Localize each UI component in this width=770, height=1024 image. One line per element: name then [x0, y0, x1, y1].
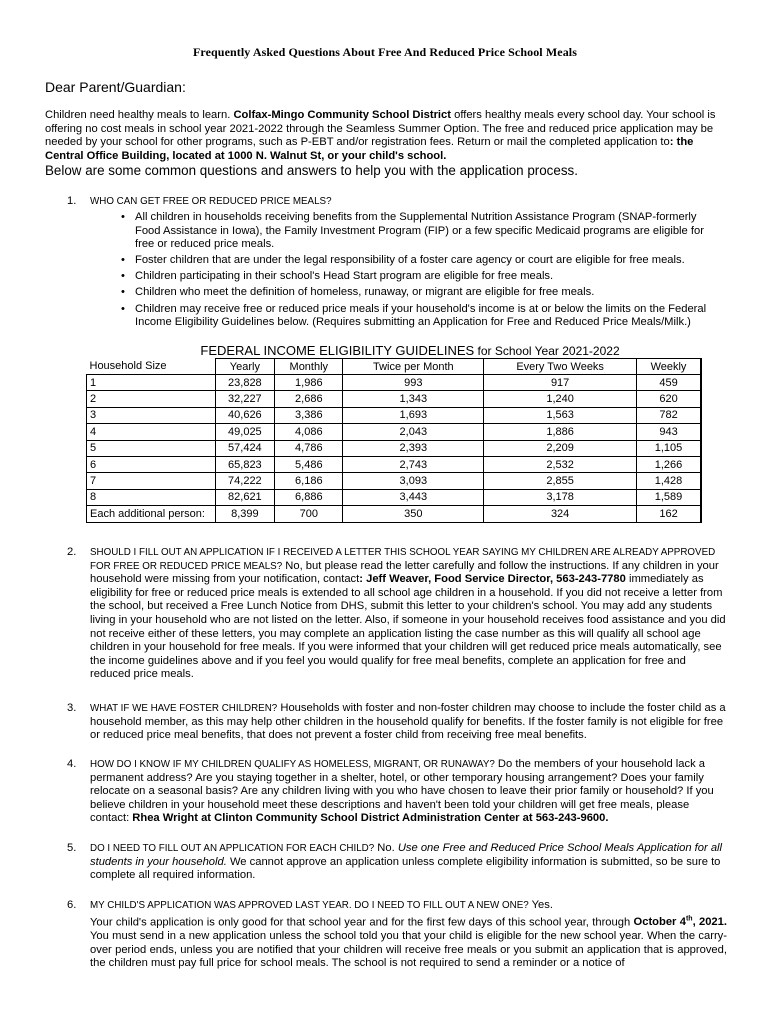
table-cell: 1,240: [484, 391, 637, 407]
table-cell: 2,532: [484, 456, 637, 472]
table-cell: 782: [637, 407, 701, 423]
income-eligibility-table: [86, 358, 702, 523]
column-header: Monthly: [275, 359, 343, 375]
column-header: Weekly: [637, 359, 701, 375]
table-cell: 1,986: [275, 375, 343, 391]
table-cell: 1,589: [637, 489, 701, 505]
question-number: 4.: [67, 758, 77, 770]
table-cell: 2,209: [484, 440, 637, 456]
table-cell: 32,227: [215, 391, 275, 407]
question-text: DO I NEED TO FILL OUT AN APPLICATION FOR EACH CHILD?: [90, 843, 375, 854]
table-cell: 1,343: [343, 391, 484, 407]
district-name: Colfax-Mingo Community School District: [233, 109, 451, 121]
question-text: WHO CAN GET FREE OR REDUCED PRICE MEALS?: [90, 196, 332, 207]
table-cell: 57,424: [215, 440, 275, 456]
column-header: Yearly: [215, 359, 275, 375]
table-row: [87, 473, 702, 489]
table-cell: 7: [87, 473, 216, 489]
table-cell: 2: [87, 391, 216, 407]
table-cell: 324: [484, 506, 637, 522]
list-item: • All children in households receiving benefits from the Supplemental Nutrition Assistance Program (SNAP-formerly Food Assistance in Iowa), the Family Investment Program (FIP) or a few specific Medicaid programs are eligible for free or reduced price meals.: [121, 211, 704, 251]
list-item: • Foster children that are under the legal responsibility of a foster care agency or court are eligible for free meals.: [121, 254, 685, 267]
table-cell: 943: [637, 424, 701, 440]
bullet-icon: •: [121, 270, 125, 283]
bullet-icon: •: [121, 302, 125, 315]
bullet-icon: •: [121, 254, 125, 267]
contact-name: Rhea Wright at Clinton Community School District Administration Center at 563-243-9600.: [132, 812, 609, 825]
bullet-icon: •: [121, 211, 125, 223]
table-cell: Each additional person:: [87, 506, 216, 522]
table-cell: 1,886: [484, 424, 637, 440]
table-cell: 2,043: [343, 424, 484, 440]
table-header-row: [87, 359, 702, 375]
table-cell: 8: [87, 489, 216, 505]
table-cell: 82,621: [215, 489, 275, 505]
table-cell: 49,025: [215, 424, 275, 440]
table-cell: 2,743: [343, 456, 484, 472]
table-cell: 6,186: [275, 473, 343, 489]
table-cell: 350: [343, 506, 484, 522]
table-cell: 620: [637, 391, 701, 407]
document-title: Frequently Asked Questions About Free And Reduced Price School Meals: [192, 45, 578, 59]
question-number: 6.: [67, 899, 77, 911]
question-number: 2.: [67, 546, 77, 558]
table-cell: 1: [87, 375, 216, 391]
table-cell: 3,443: [343, 489, 484, 505]
income-table-title: FEDERAL INCOME ELIGIBILITY GUIDELINES for School Year 2021-2022: [200, 343, 620, 358]
deadline-date: October 4th, 2021.: [633, 915, 727, 929]
table-row: [87, 391, 702, 407]
table-cell: 917: [484, 375, 637, 391]
bullet-icon: •: [121, 286, 125, 299]
question-number: 1.: [67, 195, 77, 207]
table-cell: 3,093: [343, 473, 484, 489]
table-cell: 6: [87, 456, 216, 472]
table-row: [87, 424, 702, 440]
table-cell: 5: [87, 440, 216, 456]
faq-question-5: 5. DO I NEED TO FILL OUT AN APPLICATION FOR EACH CHILD? No. Use one Free and Reduced Price School Meals Application for all students in your household. We cannot approve an application unless complete eligibility information is submitted, so be sure to complete all required information.: [67, 842, 723, 882]
table-row: [87, 440, 702, 456]
table-cell: 3,386: [275, 407, 343, 423]
question-text: MY CHILD'S APPLICATION WAS APPROVED LAST YEAR. DO I NEED TO FILL OUT A NEW ONE?: [90, 900, 529, 911]
eligibility-bullet-list: [45, 211, 725, 332]
question-text: WHAT IF WE HAVE FOSTER CHILDREN?: [90, 703, 278, 714]
table-cell: 3: [87, 407, 216, 423]
faq-question-3: 3. WHAT IF WE HAVE FOSTER CHILDREN? Households with foster and non-foster children may choose to include the foster child as a household member, as this may help other children in the household qualify for benefits. If the foster family is not eligible for free or reduced price meal benefits, that does not prevent a foster child from receiving free meal benefits.: [67, 702, 726, 742]
faq-question-4: 4. HOW DO I KNOW IF MY CHILDREN QUALIFY AS HOMELESS, MIGRANT, OR RUNAWAY? Do the members of your household lack a permanent address? Are you staying together in a shelter, hotel, or other temporary housing arrangement? Does your family relocate on a seasonal basis? Are any children living with you who have chosen to leave their prior family or household? If you believe children in your household meet these descriptions and haven't been told your children will get free meals, please contact: Rhea Wright at Clinton Community School District Administration Center at 563-243-9600.: [67, 758, 714, 825]
faq-question-2: 2. SHOULD I FILL OUT AN APPLICATION IF I RECEIVED A LETTER THIS SCHOOL YEAR SAYING MY CHILDREN ARE ALREADY APPROVED FOR FREE OR REDUCED PRICE MEALS? No, but please read the letter carefully and follow the instructions. If any children in your household were missing from your notification, contact: Jeff Weaver, Food Service Director, 563-243-7780 immediately as eligibility for free or reduced price meals is extended to all school age children in a household. If you did not receive a letter from the school, but received a Free Lunch Notice from DHS, submit this letter to your children's school. You may add any students living in your household who are not listed on the letter. Also, if someone in your household receives food assistance and you did not receive either of these letters, you may complete an application listing the case number as this will qualify all school age children in your household for free meals. If you were informed that your children will get reduced price meals automatically, see the income guidelines above and if you feel you would qualify for free meal benefits, complete an application for free and reduced price meals.: [67, 546, 726, 681]
list-item: • Children who meet the definition of homeless, runaway, or migrant are eligible for free meals.: [121, 286, 595, 299]
table-cell: 1,428: [637, 473, 701, 489]
list-item: • Children participating in their school's Head Start program are eligible for free meals.: [121, 270, 554, 283]
table-cell: 3,178: [484, 489, 637, 505]
table-row: [87, 506, 702, 522]
table-cell: 993: [343, 375, 484, 391]
italic-instruction: Use one Free and Reduced Price School Meals Application for all students in your household.: [90, 842, 723, 868]
faq-question-6: 6. MY CHILD'S APPLICATION WAS APPROVED LAST YEAR. DO I NEED TO FILL OUT A NEW ONE? Yes. Your child's application is only good for that school year and for the first few days of this school year, through October 4th, 2021. You must send in a new application unless the school told you that your child is eligible for the new school year. When the carry-over period ends, unless you are notified that your children will receive free meals or you submit an application that is approved, the children must pay full price for school meals. The school is not required to send a reminder or a notice of: [67, 899, 727, 970]
intro-paragraph: Children need healthy meals to learn. Colfax-Mingo Community School District offers healthy meals every school day. Your school is offering no cost meals in school year 2021-2022 through the Seamless Summer Option. The free and reduced price application may be needed by your school for other programs, such as P-EBT and/or registration fees. Return or mail the completed application to: the Central Office Building, located at 1000 N. Walnut St, or your child's school.: [45, 109, 716, 162]
table-cell: 2,855: [484, 473, 637, 489]
table-row: [87, 456, 702, 472]
table-row: [87, 489, 702, 505]
return-address: : the Central Office Building, located at 1000 N. Walnut St, or your child's school.: [45, 136, 694, 162]
question-number: 3.: [67, 702, 77, 714]
table-cell: 65,823: [215, 456, 275, 472]
table-cell: 162: [637, 506, 701, 522]
table-cell: 459: [637, 375, 701, 391]
faq-question-1: [45, 195, 727, 209]
table-cell: 4,786: [275, 440, 343, 456]
list-item: • Children may receive free or reduced price meals if your household's income is at or below the limits on the Federal Income Eligibility Guidelines below. (Requires submitting an Application for Free and Reduced Price Meals/Milk.): [121, 302, 707, 329]
table-cell: 4,086: [275, 424, 343, 440]
table-cell: 40,626: [215, 407, 275, 423]
table-cell: 1,105: [637, 440, 701, 456]
table-cell: 6,886: [275, 489, 343, 505]
below-intro-text: Below are some common questions and answers to help you with the application process.: [45, 163, 578, 178]
column-header: Twice per Month: [343, 359, 484, 375]
table-cell: 700: [275, 506, 343, 522]
table-cell: 23,828: [215, 375, 275, 391]
table-cell: 1,266: [637, 456, 701, 472]
question-number: 5.: [67, 842, 77, 854]
column-header: Every Two Weeks: [484, 359, 637, 375]
table-cell: 1,563: [484, 407, 637, 423]
greeting: Dear Parent/Guardian:: [45, 79, 186, 95]
table-cell: 2,393: [343, 440, 484, 456]
contact-name: : Jeff Weaver, Food Service Director, 563-243-7780: [359, 573, 626, 586]
table-cell: 2,686: [275, 391, 343, 407]
question-text: HOW DO I KNOW IF MY CHILDREN QUALIFY AS HOMELESS, MIGRANT, OR RUNAWAY?: [90, 759, 495, 770]
table-cell: 4: [87, 424, 216, 440]
table-cell: 5,486: [275, 456, 343, 472]
column-header: Household Size: [89, 360, 167, 373]
table-cell: 8,399: [215, 506, 275, 522]
table-cell: 74,222: [215, 473, 275, 489]
table-cell: 1,693: [343, 407, 484, 423]
table-row: [87, 375, 702, 391]
question-text: SHOULD I FILL OUT AN APPLICATION IF I RECEIVED A LETTER THIS SCHOOL YEAR SAYING MY CHILDREN ARE ALREADY APPROVED FOR FREE OR REDUCED PRICE MEALS?: [90, 547, 716, 572]
table-row: [87, 407, 702, 423]
